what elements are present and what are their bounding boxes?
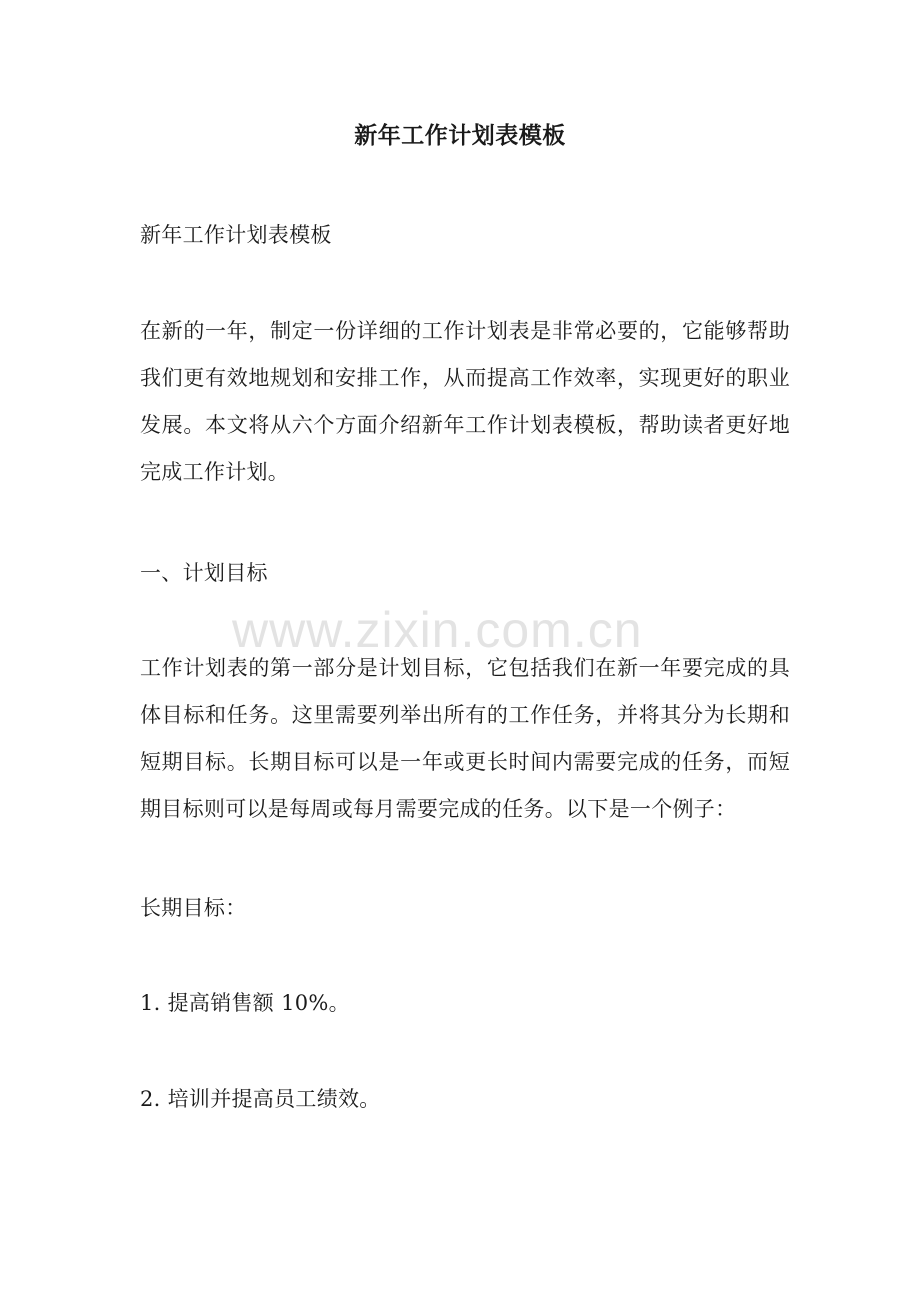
section-paragraph: 工作计划表的第一部分是计划目标，它包括我们在新一年要完成的具体目标和任务。这里需要列举出所有的工作任务，并将其分为长期和短期目标。长期目标可以是一年或更长时间内需要完成的任务，而短期目标则可以是每周或每月需要完成的任务。以下是一个例子： — [140, 656, 790, 821]
list-item: 1. 提高销售额 10%。 — [140, 991, 350, 1015]
long-term-goals-label: 长期目标： — [140, 896, 247, 920]
document-title: 新年工作计划表模板 — [354, 122, 566, 149]
document-subtitle: 新年工作计划表模板 — [140, 223, 332, 247]
intro-paragraph: 在新的一年，制定一份详细的工作计划表是非常必要的，它能够帮助我们更有效地规划和安排工作，从而提高工作效率，实现更好的职业发展。本文将从六个方面介绍新年工作计划表模板，帮助读者更好地完成工作计划。 — [140, 319, 790, 484]
watermark: www.zixin.com.cn — [232, 602, 643, 658]
list-item: 2. 培训并提高员工绩效。 — [140, 1087, 381, 1111]
section-heading: 一、计划目标 — [140, 561, 268, 585]
